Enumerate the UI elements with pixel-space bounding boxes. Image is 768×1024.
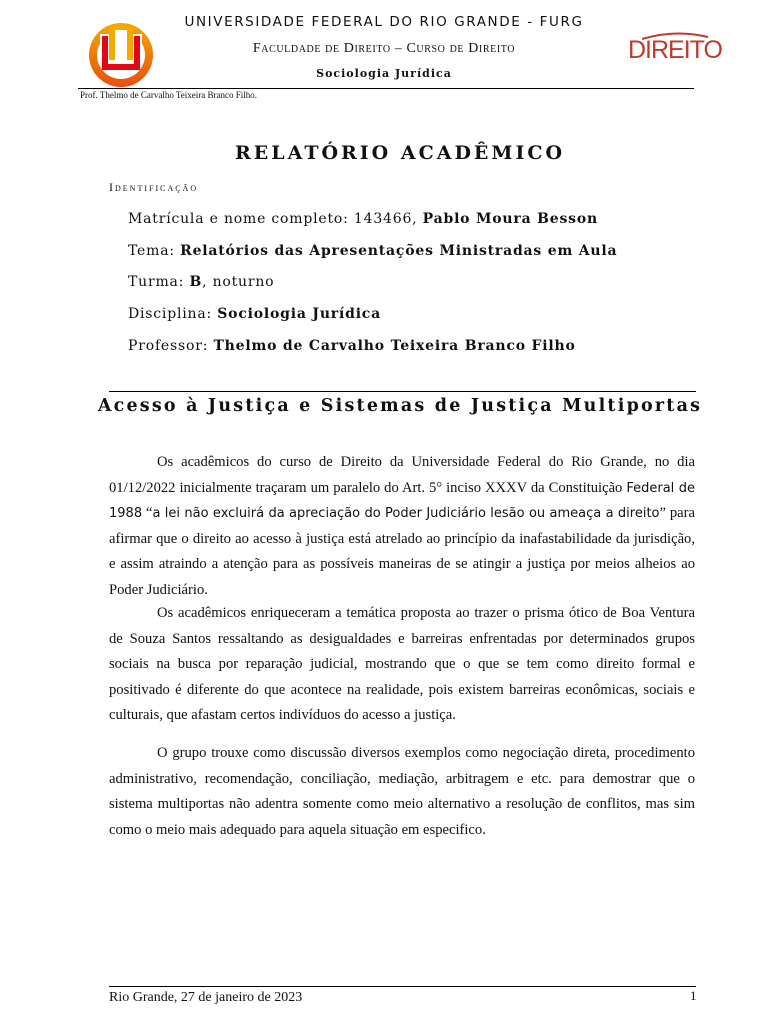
page-number: 1 xyxy=(690,988,697,1003)
field-label: Professor: xyxy=(128,338,214,354)
field-tail: , noturno xyxy=(202,274,275,290)
field-value-bold: Thelmo de Carvalho Teixeira Branco Filho xyxy=(213,338,576,354)
field-value-bold: Sociologia Jurídica xyxy=(217,306,382,322)
paragraph-3 xyxy=(109,741,695,843)
direito-logo xyxy=(628,36,722,65)
section-divider xyxy=(109,391,696,392)
identification-heading: Identificação xyxy=(109,180,199,194)
field-label: Disciplina: xyxy=(128,306,218,322)
faculty-name: Faculdade de Direito – Curso de Direito xyxy=(252,41,516,56)
quote-text: a lei não excluirá da apreciação do Poder Judiciário lesão ou ameaça a direito xyxy=(152,506,660,521)
field-value-bold: B xyxy=(189,274,203,290)
paragraph-text: “ xyxy=(142,505,153,521)
field-label: Turma: xyxy=(128,274,190,290)
field-class xyxy=(128,274,274,290)
field-theme xyxy=(128,243,617,259)
swoosh-icon xyxy=(640,32,710,40)
direito-logo-text: DIREITO xyxy=(628,36,722,64)
header-divider xyxy=(78,88,694,89)
field-value-bold: Pablo Moura Besson xyxy=(422,211,598,227)
paragraph-1 xyxy=(109,450,695,603)
professor-line: Prof. Thelmo de Carvalho Teixeira Branco Filho. xyxy=(80,90,257,100)
field-professor xyxy=(128,338,576,354)
field-registration xyxy=(128,211,598,227)
paragraph-text: O grupo trouxe como discussão diversos exemplos como negociação direta, procedimento administrativo, recomendação, conciliação, mediação, arbitragem e etc. para demostrar que o sistema multiportas não adentra somente como meio alternativo a resolução de conflitos, mas sim como o meio mais adequado para aquela situação em especifico. xyxy=(109,745,695,838)
page-title: RELATÓRIO ACADÊMICO xyxy=(234,142,566,164)
field-label: Tema: xyxy=(128,243,181,259)
field-value: 143466, xyxy=(353,211,423,227)
paragraph-text: Federal de 1988 xyxy=(109,480,695,521)
paragraph-2 xyxy=(109,601,695,729)
footer-place-date: Rio Grande, 27 de janeiro de 2023 xyxy=(109,990,303,1005)
field-discipline xyxy=(128,306,381,322)
university-name: UNIVERSIDADE FEDERAL DO RIO GRANDE - FURG xyxy=(184,14,584,30)
field-value-bold: Relatórios das Apresentações Ministradas em Aula xyxy=(180,243,618,259)
paragraph-text: ” para afirmar que o direito ao acesso à justiça está atrelado ao princípio da inafastabilidade da jurisdição, e assim atraindo a atenção para as possíveis maneiras de se atingir a justiça por meios alheios ao Poder Judiciário. xyxy=(109,505,695,598)
footer-divider xyxy=(109,986,696,987)
paragraph-text: Os acadêmicos do curso de Direito da Universidade Federal do Rio Grande, no dia 01/12/2022 inicialmente traçaram um paralelo do Art. 5° inciso XXXV da Constituição xyxy=(109,454,695,496)
paragraph-text: Os acadêmicos enriqueceram a temática proposta ao trazer o prisma ótico de Boa Ventura de Souza Santos ressaltando as desigualdades e barreiras enfrentadas por determinados grupos sociais na busca por reparação judicial, mostrando que o que se tem como direito formal e positivado é diferente do que acontece na realidade, pois existem barreiras econômicas, sociais e culturais, que afastam certos indivíduos do acesso a justiça. xyxy=(109,605,695,723)
section-title: Acesso à Justiça e Sistemas de Justiça Multiportas xyxy=(97,396,703,416)
discipline-header: Sociologia Jurídica xyxy=(316,67,452,80)
field-label: Matrícula e nome completo: xyxy=(128,211,354,227)
